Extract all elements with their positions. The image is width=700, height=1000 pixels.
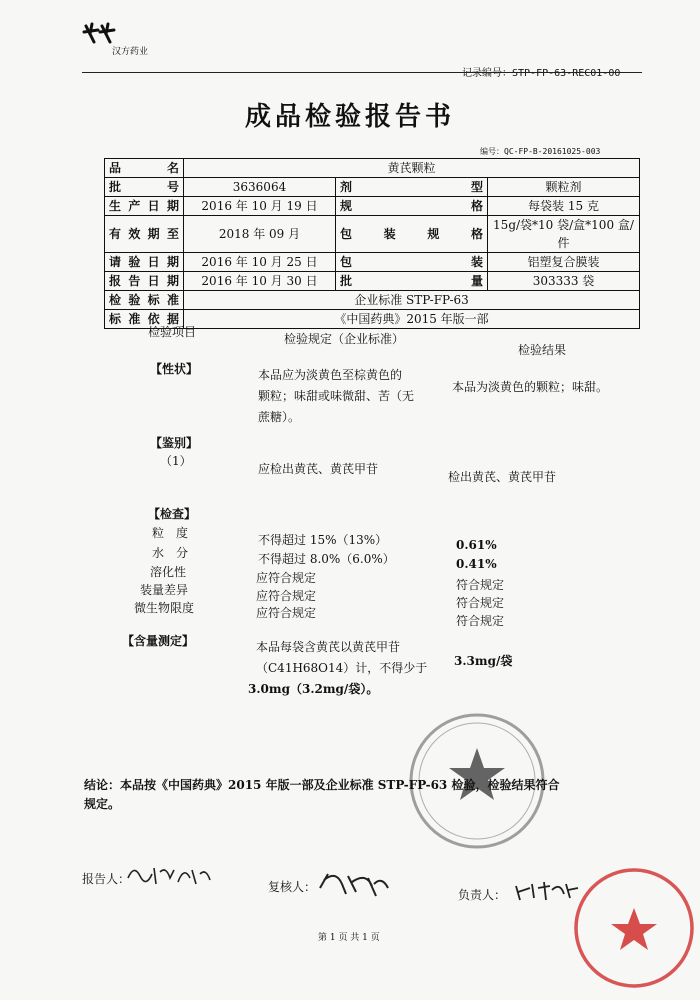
character-rule-line1: 本品应为淡黄色至棕黄色的 <box>258 368 403 382</box>
request-date-value: 2016 年 10 月 25 日 <box>184 253 336 272</box>
inspection-item-rule: 不得超过 8.0%（6.0%） <box>258 552 395 566</box>
inspection-item-rule: 不得超过 15%（13%） <box>258 533 388 547</box>
column-header-item: 检验项目 <box>148 325 197 339</box>
reporter-label: 报告人： <box>82 872 131 886</box>
table-row <box>105 272 640 291</box>
section-identification-title: 【鉴别】 <box>150 436 199 450</box>
inspection-item-result: 0.61% <box>456 538 497 552</box>
pack-spec-value: 15g/袋*10 袋/盒*100 盒/件 <box>488 216 640 253</box>
inspection-item-name: 粒 度 <box>152 526 189 540</box>
record-number: 记录编号：STP-FP-63-REC01-00 <box>462 68 621 79</box>
inspection-item-rule: 应符合规定 <box>256 606 317 620</box>
character-result: 本品为淡黄色的颗粒；味甜。 <box>452 380 609 394</box>
section-character-title: 【性状】 <box>150 362 199 376</box>
assay-rule-line3: 3.0mg（3.2mg/袋）。 <box>248 682 379 696</box>
basis-value: 《中国药典》2015 年版一部 <box>184 310 640 329</box>
table-row <box>105 253 640 272</box>
table-row <box>105 291 640 310</box>
batch-label: 批 号 <box>105 178 184 197</box>
inspection-item-name: 装量差异 <box>140 583 189 597</box>
standard-value: 企业标准 STP-FP-63 <box>184 291 640 310</box>
column-header-rule: 检验规定（企业标准） <box>284 332 405 346</box>
responsible-label: 负责人： <box>458 888 507 902</box>
inspection-item-rule: 应符合规定 <box>256 589 317 603</box>
header-divider <box>82 72 642 73</box>
product-info-table <box>104 158 640 329</box>
batch-value: 3636064 <box>184 178 336 197</box>
column-header-result: 检验结果 <box>518 343 567 357</box>
quantity-value: 303333 袋 <box>488 272 640 291</box>
document-number: 编号：QC-FP-B-20161025-003 <box>480 147 601 156</box>
form-label: 剂 型 <box>336 178 488 197</box>
mfg-date-value: 2016 年 10 月 19 日 <box>184 197 336 216</box>
product-label: 品 名 <box>105 159 184 178</box>
form-value: 颗粒剂 <box>488 178 640 197</box>
quantity-label: 批 量 <box>336 272 488 291</box>
table-row <box>105 178 640 197</box>
assay-rule-line1: 本品每袋含黄芪以黄芪甲苷 <box>256 640 401 654</box>
mfg-date-label: 生产日期 <box>105 197 184 216</box>
pack-spec-label: 包装规格 <box>336 216 488 253</box>
character-rule-line3: 蔗糖）。 <box>258 410 301 424</box>
request-date-label: 请验日期 <box>105 253 184 272</box>
basis-label: 标准依据 <box>105 310 184 329</box>
inspection-item-name: 溶化性 <box>150 565 187 579</box>
identification-rule: 应检出黄芪、黄芪甲苷 <box>258 462 379 476</box>
reviewer-label: 复核人： <box>268 880 317 894</box>
character-rule-line2: 颗粒；味甜或味微甜、苦（无 <box>258 389 415 403</box>
conclusion-line2: 规定。 <box>84 797 121 811</box>
conclusion-line1: 结论：本品按《中国药典》2015 年版一部及企业标准 STP-FP-63 检验，检验结果符合 <box>84 778 560 792</box>
company-logo <box>82 20 122 46</box>
inspection-item-result: 符合规定 <box>456 614 505 628</box>
inspection-item-name: 微生物限度 <box>134 601 195 615</box>
identification-sub: （1） <box>160 454 192 468</box>
identification-result: 检出黄芪、黄芪甲苷 <box>448 470 557 484</box>
table-row <box>105 216 640 253</box>
section-inspection-title: 【检查】 <box>148 507 197 521</box>
assay-result: 3.3mg/袋 <box>454 654 513 668</box>
inspection-item-name: 水 分 <box>152 546 189 560</box>
reporter-signature <box>124 860 214 890</box>
table-row <box>105 197 640 216</box>
page-number: 第 1 页 共 1 页 <box>318 933 380 943</box>
inspection-item-result: 符合规定 <box>456 596 505 610</box>
inspection-item-result: 0.41% <box>456 557 497 571</box>
table-row <box>105 159 640 178</box>
inspection-item-rule: 应符合规定 <box>256 571 317 585</box>
assay-rule-line2: （C41H68O14）计，不得少于 <box>256 661 428 675</box>
spec-value: 每袋装 15 克 <box>488 197 640 216</box>
company-name: 汉方药业 <box>112 47 149 57</box>
package-value: 铝塑复合膜装 <box>488 253 640 272</box>
spec-label: 规 格 <box>336 197 488 216</box>
report-title: 成品检验报告书 <box>244 102 455 132</box>
report-date-value: 2016 年 10 月 30 日 <box>184 272 336 291</box>
standard-label: 检验标准 <box>105 291 184 310</box>
reviewer-signature <box>316 866 392 900</box>
package-label: 包 装 <box>336 253 488 272</box>
expiry-value: 2018 年 09 月 <box>184 216 336 253</box>
expiry-label: 有效期至 <box>105 216 184 253</box>
section-assay-title: 【含量测定】 <box>122 634 195 648</box>
quality-dept-stamp <box>570 864 698 992</box>
product-value: 黄芪颗粒 <box>184 159 640 178</box>
inspection-item-result: 符合规定 <box>456 578 505 592</box>
report-date-label: 报告日期 <box>105 272 184 291</box>
